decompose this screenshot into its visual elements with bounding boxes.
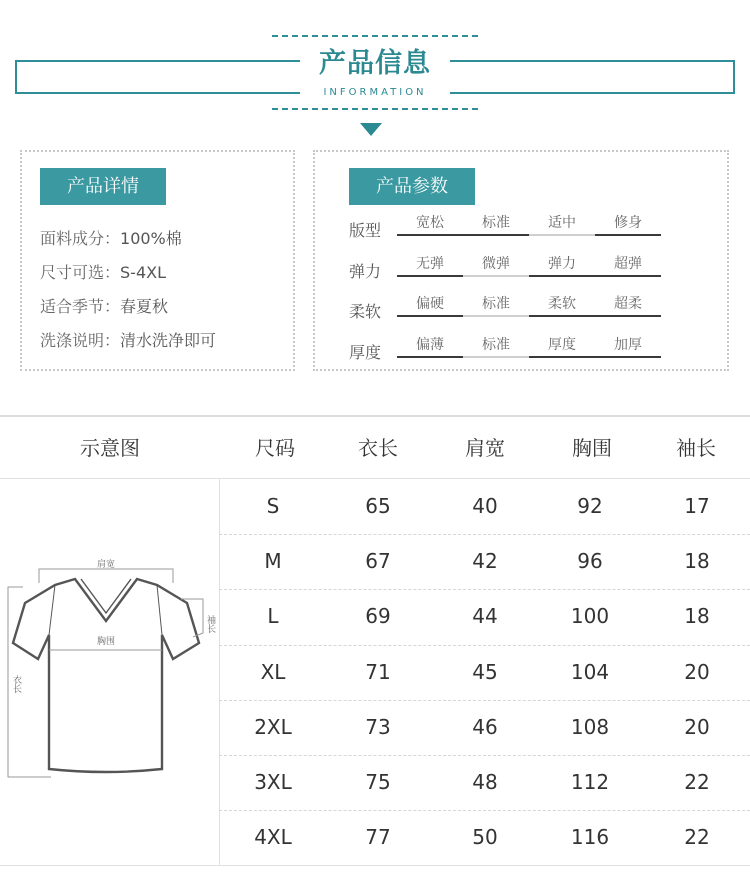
table-cell: 108: [570, 715, 610, 739]
param-row-fit: [349, 214, 669, 240]
col-header-size: 尺码: [255, 436, 295, 460]
header-dash-top: [272, 35, 478, 37]
param-option-selected: 微弹: [463, 255, 529, 277]
param-label: 柔软: [349, 302, 382, 321]
table-cell: 92: [577, 494, 603, 518]
table-cell: 45: [472, 660, 498, 684]
table-cell: 40: [472, 494, 498, 518]
detail-value: S-4XL: [120, 263, 166, 282]
header-dash-bottom: [272, 108, 478, 110]
param-option: 柔软: [529, 295, 595, 317]
row-divider: [219, 755, 750, 756]
table-cell: 73: [365, 715, 391, 739]
table-cell: 20: [684, 715, 710, 739]
detail-label: 尺寸可选：: [40, 263, 121, 282]
table-cell: 69: [365, 604, 391, 628]
table-cell: 17: [684, 494, 710, 518]
col-header-sleeve: 袖长: [676, 436, 716, 460]
detail-washing: [40, 328, 216, 351]
param-option: 超弹: [595, 255, 661, 277]
detail-label: 洗涤说明：: [40, 331, 121, 350]
param-label: 版型: [349, 221, 382, 240]
param-option: 无弹: [397, 255, 463, 277]
table-cell: 18: [684, 604, 710, 628]
table-cell: 100: [570, 604, 610, 628]
param-option: 宽松: [397, 214, 463, 236]
param-label: 厚度: [349, 343, 382, 362]
measure-lines: [8, 569, 203, 777]
label-sleeve: 袖长: [205, 615, 215, 633]
param-row-softness: [349, 295, 669, 321]
table-header-divider: [0, 478, 750, 479]
label-shoulder: 肩宽: [96, 560, 116, 570]
row-divider: [219, 645, 750, 646]
table-cell: L: [267, 604, 279, 628]
label-chest: 胸围: [96, 637, 116, 647]
detail-value: 春夏秋: [120, 297, 169, 316]
param-option: 超柔: [595, 295, 661, 317]
table-bottom-border: [0, 865, 750, 866]
table-cell: 48: [472, 770, 498, 794]
product-params-panel: [313, 150, 729, 371]
param-option: 加厚: [595, 336, 661, 358]
param-option: 标准: [463, 214, 529, 236]
col-header-diagram: 示意图: [80, 436, 140, 460]
table-cell: 2XL: [254, 715, 292, 739]
param-option: 偏薄: [397, 336, 463, 358]
table-cell: 20: [684, 660, 710, 684]
table-cell: 42: [472, 549, 498, 573]
table-cell: 77: [365, 825, 391, 849]
param-label: 弹力: [349, 262, 382, 281]
detail-value: 100%棉: [120, 229, 182, 248]
product-details-tag: 产品详情: [40, 168, 166, 205]
table-column-divider: [219, 479, 220, 865]
param-option: 偏硬: [397, 295, 463, 317]
table-cell: 104: [570, 660, 610, 684]
param-option: 厚度: [529, 336, 595, 358]
table-cell: 22: [684, 770, 710, 794]
detail-value: 清水洗净即可: [120, 331, 217, 350]
table-top-border: [0, 415, 750, 417]
table-cell: M: [264, 549, 282, 573]
detail-fabric: [40, 226, 182, 249]
table-cell: 46: [472, 715, 498, 739]
table-cell: 18: [684, 549, 710, 573]
product-details-panel: [20, 150, 295, 371]
table-cell: 75: [365, 770, 391, 794]
table-cell: 67: [365, 549, 391, 573]
col-header-shoulder: 肩宽: [465, 436, 505, 460]
label-length: 衣长: [11, 675, 21, 693]
tshirt-diagram: [5, 555, 217, 783]
detail-sizes: [40, 260, 166, 283]
table-cell: 96: [577, 549, 603, 573]
table-cell: 3XL: [254, 770, 292, 794]
table-cell: 50: [472, 825, 498, 849]
table-cell: 44: [472, 604, 498, 628]
row-divider: [219, 534, 750, 535]
param-option: 修身: [595, 214, 661, 236]
table-cell: 65: [365, 494, 391, 518]
param-row-thickness: [349, 336, 669, 362]
detail-label: 适合季节：: [40, 297, 121, 316]
param-option-selected: 标准: [463, 295, 529, 317]
row-divider: [219, 810, 750, 811]
table-cell: 4XL: [254, 825, 292, 849]
table-cell: 71: [365, 660, 391, 684]
row-divider: [219, 589, 750, 590]
param-option-selected: 标准: [463, 336, 529, 358]
product-params-tag: 产品参数: [349, 168, 475, 205]
param-option-selected: 适中: [529, 214, 595, 236]
detail-label: 面料成分：: [40, 229, 121, 248]
table-cell: S: [266, 494, 280, 518]
table-cell: 116: [570, 825, 610, 849]
table-cell: XL: [260, 660, 286, 684]
param-option: 弹力: [529, 255, 595, 277]
table-cell: 22: [684, 825, 710, 849]
param-row-elasticity: [349, 255, 669, 281]
triangle-down-icon: [360, 123, 382, 136]
detail-season: [40, 294, 168, 317]
col-header-chest: 胸围: [572, 436, 612, 460]
page-subtitle: INFORMATION: [300, 85, 450, 101]
col-header-length: 衣长: [358, 436, 398, 460]
page-title: 产品信息: [300, 44, 450, 84]
table-cell: 112: [570, 770, 610, 794]
row-divider: [219, 700, 750, 701]
tshirt-outline: [13, 579, 199, 772]
